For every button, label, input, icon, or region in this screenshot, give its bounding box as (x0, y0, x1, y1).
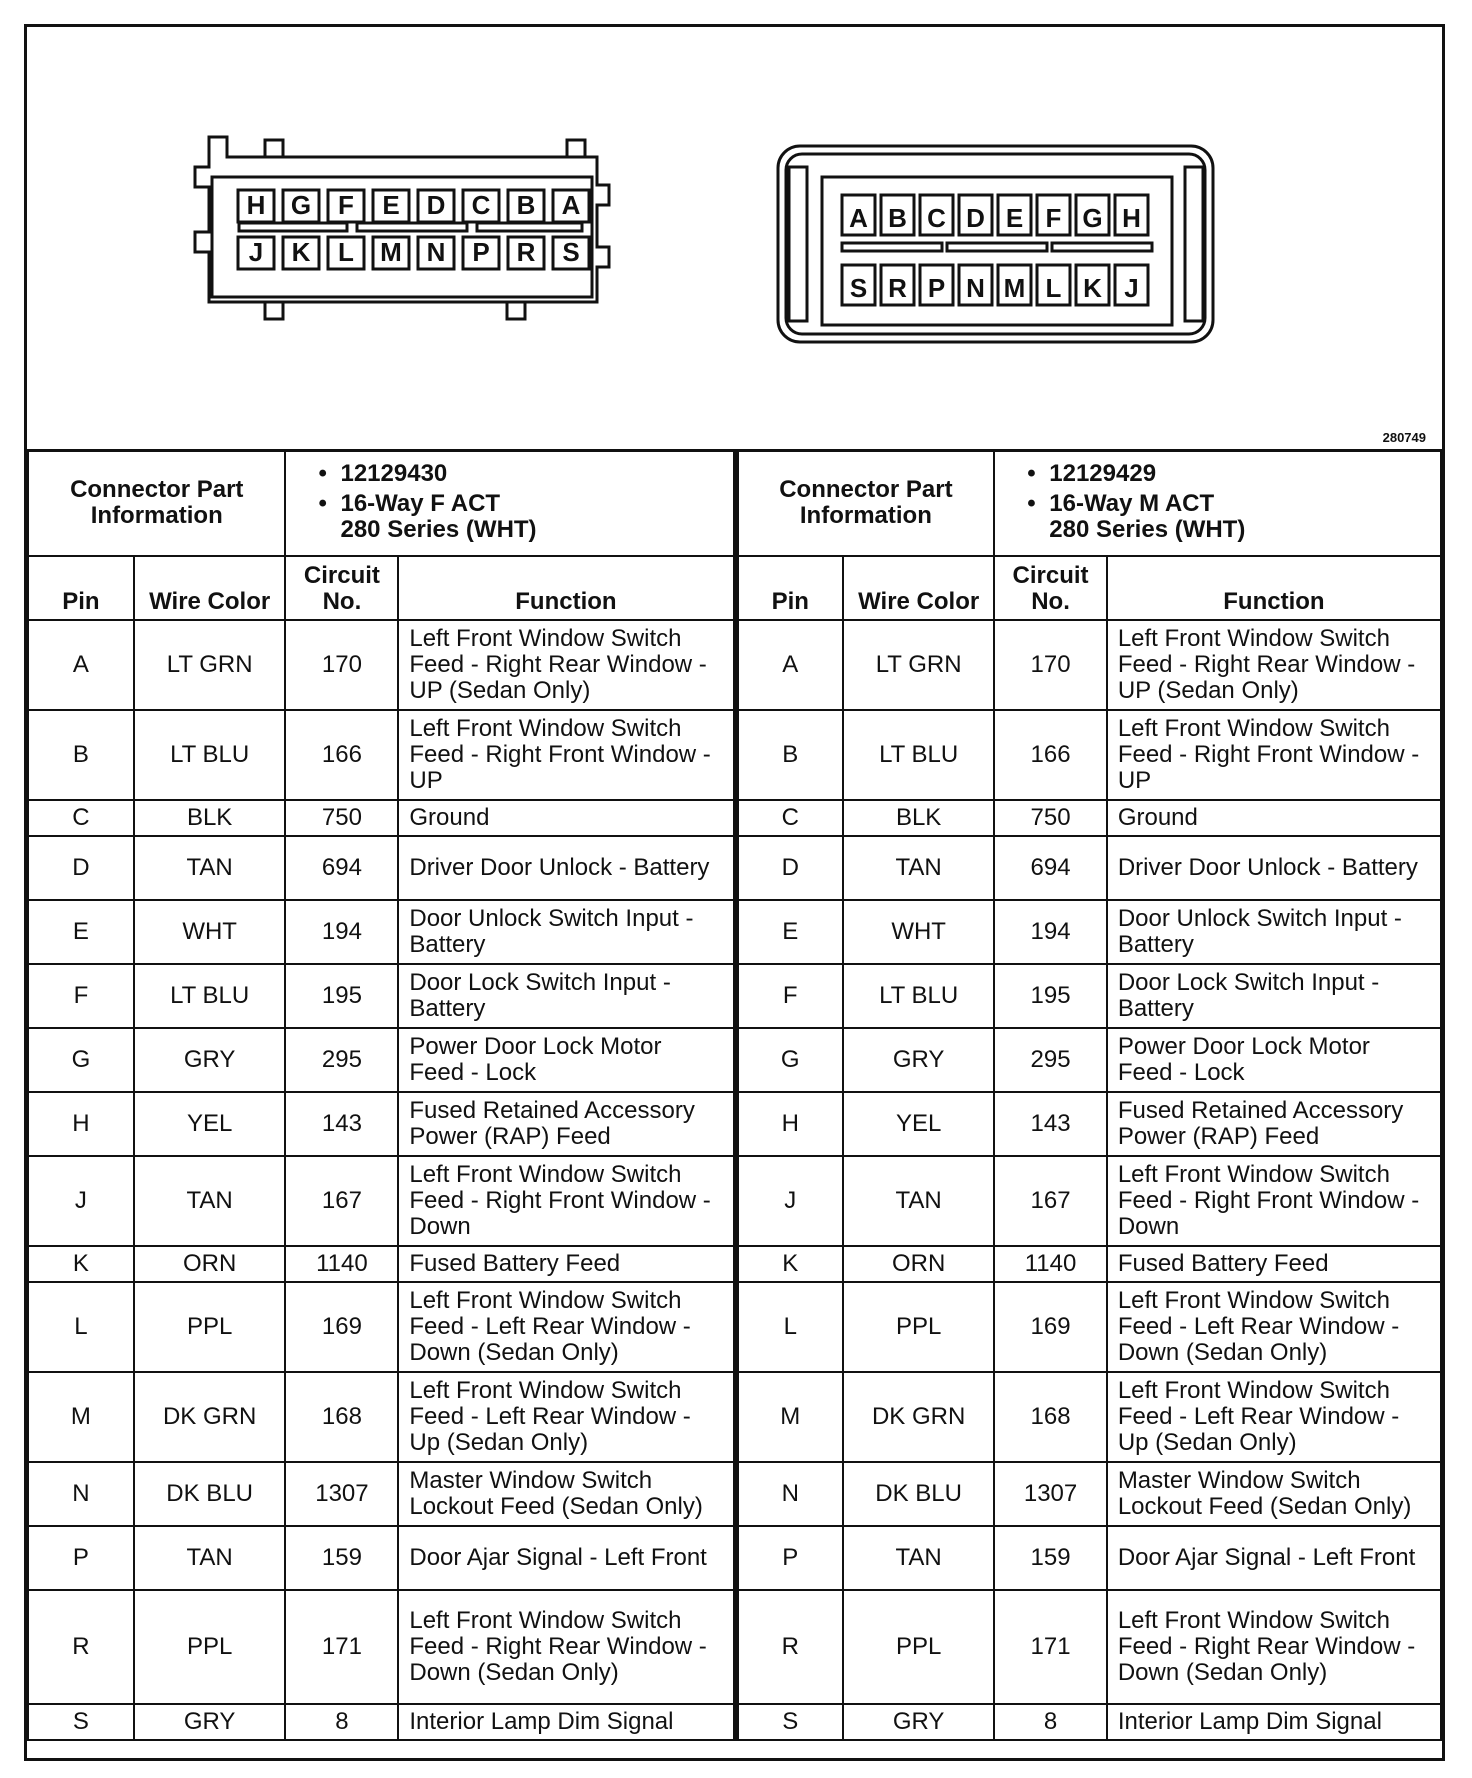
wire-color-cell: LT BLU (843, 710, 994, 800)
wire-color-cell: ORN (843, 1246, 994, 1282)
male-pin-label: E (1005, 203, 1024, 233)
female-pin-label: H (246, 190, 266, 220)
wire-color-cell: YEL (134, 1092, 286, 1156)
pin-cell: L (28, 1282, 134, 1372)
connector-diagram (27, 27, 1442, 447)
wire-color-cell: PPL (843, 1282, 994, 1372)
male-pin-label: P (927, 273, 946, 303)
function-cell: Master Window Switch Lockout Feed (Sedan Only) (398, 1462, 733, 1526)
wire-color-cell: LT BLU (134, 710, 286, 800)
function-cell: Driver Door Unlock - Battery (1107, 836, 1441, 900)
circuit-cell: 166 (994, 710, 1107, 800)
function-cell: Left Front Window Switch Feed - Left Rear Window - Down (Sedan Only) (1107, 1282, 1441, 1372)
function-cell: Left Front Window Switch Feed - Right Front Window - Down (398, 1156, 733, 1246)
female-connector-table (27, 449, 735, 1741)
circuit-cell: 195 (285, 964, 398, 1028)
table-row (28, 1246, 734, 1282)
latch-tab (507, 302, 525, 319)
wire-color-cell: TAN (843, 836, 994, 900)
function-cell: Door Unlock Switch Input - Battery (398, 900, 733, 964)
male-pin-label: M (1003, 273, 1026, 303)
male-pin-label: F (1045, 203, 1062, 233)
pin-header: Pin (738, 556, 844, 620)
key-rib (842, 243, 942, 251)
wire-color-cell: PPL (843, 1590, 994, 1704)
pin-cell: M (738, 1372, 844, 1462)
pin-cell: A (28, 620, 134, 710)
side-rail (1185, 167, 1203, 321)
pin-cell: L (738, 1282, 844, 1372)
pin-cell: S (28, 1704, 134, 1740)
function-cell: Left Front Window Switch Feed - Left Rear Window - Down (Sedan Only) (398, 1282, 733, 1372)
table-row (738, 620, 1442, 710)
table-row (28, 1704, 734, 1740)
pin-cell: S (738, 1704, 844, 1740)
table-row (738, 1156, 1442, 1246)
table-row (28, 710, 734, 800)
function-cell: Fused Retained Accessory Power (RAP) Feed (398, 1092, 733, 1156)
connector-sheet (24, 24, 1445, 1761)
pin-cell: C (28, 800, 134, 836)
pin-cell: C (738, 800, 844, 836)
table-row (28, 1028, 734, 1092)
pin-cell: H (28, 1092, 134, 1156)
male-connector-table (735, 449, 1443, 1741)
circuit-cell: 170 (994, 620, 1107, 710)
male-pin-label: J (1124, 273, 1139, 303)
function-header: Function (1107, 556, 1441, 620)
wire-color-cell: DK BLU (843, 1462, 994, 1526)
female-pin-label: S (562, 237, 580, 267)
circuit-header: Circuit No. (994, 556, 1107, 620)
pin-cell: B (738, 710, 844, 800)
circuit-cell: 143 (285, 1092, 398, 1156)
male-pin-label: H (1122, 203, 1141, 233)
wire-color-cell: BLK (843, 800, 994, 836)
pin-cell: J (738, 1156, 844, 1246)
circuit-cell: 166 (285, 710, 398, 800)
table-row (28, 900, 734, 964)
circuit-cell: 169 (994, 1282, 1107, 1372)
wire-color-cell: LT GRN (843, 620, 994, 710)
function-cell: Left Front Window Switch Feed - Right Front Window - UP (398, 710, 733, 800)
function-cell: Door Unlock Switch Input - Battery (1107, 900, 1441, 964)
wire-color-cell: ORN (134, 1246, 286, 1282)
table-row (738, 1028, 1442, 1092)
connector-figure (27, 27, 1442, 452)
circuit-cell: 167 (285, 1156, 398, 1246)
male-pin-label: K (1083, 273, 1102, 303)
circuit-cell: 1307 (285, 1462, 398, 1526)
wire-color-cell: TAN (134, 1156, 286, 1246)
part-info (994, 450, 1441, 556)
circuit-cell: 1140 (285, 1246, 398, 1282)
circuit-cell: 295 (994, 1028, 1107, 1092)
circuit-cell: 159 (994, 1526, 1107, 1590)
part-info-label: Connector Part Information (738, 450, 995, 556)
circuit-cell: 694 (994, 836, 1107, 900)
table-row (28, 1372, 734, 1462)
circuit-header: Circuit No. (285, 556, 398, 620)
circuit-cell: 167 (994, 1156, 1107, 1246)
pin-cell: M (28, 1372, 134, 1462)
connector-description: • 16-Way F ACT 280 Series (WHT) (318, 491, 722, 543)
pin-cell: G (28, 1028, 134, 1092)
pin-cell: K (28, 1246, 134, 1282)
wire-color-cell: PPL (134, 1590, 286, 1704)
wire-color-cell: TAN (843, 1156, 994, 1246)
wire-color-cell: BLK (134, 800, 286, 836)
female-pin-label: L (338, 237, 354, 267)
function-cell: Left Front Window Switch Feed - Right Rear Window - Down (Sedan Only) (1107, 1590, 1441, 1704)
pin-cell: B (28, 710, 134, 800)
pinout-tables (27, 449, 1442, 1741)
circuit-cell: 750 (285, 800, 398, 836)
wire-color-cell: DK GRN (134, 1372, 286, 1462)
function-cell: Fused Retained Accessory Power (RAP) Feed (1107, 1092, 1441, 1156)
function-cell: Fused Battery Feed (398, 1246, 733, 1282)
key-rib (239, 223, 347, 231)
table-row (28, 1282, 734, 1372)
left-pinout-table (27, 449, 735, 1741)
wire-color-cell: LT GRN (134, 620, 286, 710)
circuit-cell: 168 (994, 1372, 1107, 1462)
function-cell: Left Front Window Switch Feed - Left Rear Window - Up (Sedan Only) (1107, 1372, 1441, 1462)
male-pin-label: S (849, 273, 868, 303)
female-pin-label: A (561, 190, 581, 220)
table-row (738, 1246, 1442, 1282)
table-row (28, 1462, 734, 1526)
connector-description: • 16-Way M ACT 280 Series (WHT) (1027, 491, 1430, 543)
table-row (28, 1092, 734, 1156)
table-row (738, 900, 1442, 964)
pin-cell: G (738, 1028, 844, 1092)
table-row (738, 836, 1442, 900)
table-row (28, 1590, 734, 1704)
pin-header: Pin (28, 556, 134, 620)
function-cell: Left Front Window Switch Feed - Right Rear Window - UP (Sedan Only) (1107, 620, 1441, 710)
circuit-cell: 8 (285, 1704, 398, 1740)
wire-color-cell: LT BLU (843, 964, 994, 1028)
part-number: • 12129429 (1027, 461, 1430, 487)
female-pin-label: K (291, 237, 311, 267)
pin-cell: E (738, 900, 844, 964)
wire-color-header: Wire Color (843, 556, 994, 620)
key-rib (357, 223, 467, 231)
wire-color-cell: PPL (134, 1282, 286, 1372)
pin-cell: P (28, 1526, 134, 1590)
circuit-cell: 168 (285, 1372, 398, 1462)
circuit-cell: 171 (285, 1590, 398, 1704)
function-cell: Left Front Window Switch Feed - Left Rear Window - Up (Sedan Only) (398, 1372, 733, 1462)
pin-cell: D (28, 836, 134, 900)
table-row (738, 1282, 1442, 1372)
function-cell: Master Window Switch Lockout Feed (Sedan Only) (1107, 1462, 1441, 1526)
male-pin-label: D (966, 203, 985, 233)
table-row (738, 1526, 1442, 1590)
circuit-cell: 1307 (994, 1462, 1107, 1526)
table-row (28, 620, 734, 710)
function-cell: Interior Lamp Dim Signal (398, 1704, 733, 1740)
circuit-cell: 1140 (994, 1246, 1107, 1282)
table-row (28, 1156, 734, 1246)
latch-tab (265, 302, 283, 319)
female-pin-label: C (471, 190, 491, 220)
female-pin-label: B (516, 190, 536, 220)
table-row (738, 1092, 1442, 1156)
right-pinout-table (737, 449, 1443, 1741)
female-pin-label: R (516, 237, 536, 267)
key-rib (947, 243, 1047, 251)
pin-cell: F (738, 964, 844, 1028)
male-pin-label: A (849, 203, 868, 233)
table-row (738, 964, 1442, 1028)
wire-color-cell: DK GRN (843, 1372, 994, 1462)
latch-tab (567, 140, 585, 157)
pin-cell: N (738, 1462, 844, 1526)
female-pin-label: F (338, 190, 354, 220)
table-row (28, 964, 734, 1028)
pin-cell: K (738, 1246, 844, 1282)
table-row (28, 1526, 734, 1590)
function-cell: Door Lock Switch Input - Battery (398, 964, 733, 1028)
figure-id: 280749 (1382, 430, 1426, 445)
wire-color-cell: GRY (843, 1028, 994, 1092)
female-pin-label: E (382, 190, 400, 220)
pin-cell: A (738, 620, 844, 710)
wire-color-cell: WHT (134, 900, 286, 964)
circuit-cell: 159 (285, 1526, 398, 1590)
wire-color-cell: GRY (134, 1704, 286, 1740)
latch-tab (265, 140, 283, 157)
circuit-cell: 8 (994, 1704, 1107, 1740)
key-rib (477, 223, 582, 231)
table-row (28, 800, 734, 836)
function-cell: Power Door Lock Motor Feed - Lock (398, 1028, 733, 1092)
function-cell: Door Ajar Signal - Left Front (1107, 1526, 1441, 1590)
function-cell: Left Front Window Switch Feed - Right Front Window - Down (1107, 1156, 1441, 1246)
female-pin-label: G (290, 190, 312, 220)
circuit-cell: 194 (994, 900, 1107, 964)
pin-cell: N (28, 1462, 134, 1526)
function-header: Function (398, 556, 733, 620)
table-row (738, 800, 1442, 836)
male-pin-label: R (888, 273, 907, 303)
table-row (28, 836, 734, 900)
circuit-cell: 694 (285, 836, 398, 900)
female-pin-label: N (426, 237, 446, 267)
male-pin-label: C (927, 203, 946, 233)
table-row (738, 1372, 1442, 1462)
wire-color-cell: GRY (843, 1704, 994, 1740)
function-cell: Interior Lamp Dim Signal (1107, 1704, 1441, 1740)
part-number: • 12129430 (318, 461, 722, 487)
pin-cell: R (28, 1590, 134, 1704)
pin-cell: H (738, 1092, 844, 1156)
wire-color-cell: LT BLU (134, 964, 286, 1028)
key-rib (1052, 243, 1152, 251)
table-row (738, 1462, 1442, 1526)
function-cell: Driver Door Unlock - Battery (398, 836, 733, 900)
circuit-cell: 169 (285, 1282, 398, 1372)
wire-color-cell: GRY (134, 1028, 286, 1092)
function-cell: Ground (1107, 800, 1441, 836)
wire-color-cell: YEL (843, 1092, 994, 1156)
wire-color-cell: TAN (134, 1526, 286, 1590)
male-pin-label: G (1082, 203, 1103, 233)
part-info (285, 450, 733, 556)
wire-color-header: Wire Color (134, 556, 286, 620)
function-cell: Left Front Window Switch Feed - Right Rear Window - Down (Sedan Only) (398, 1590, 733, 1704)
pin-cell: E (28, 900, 134, 964)
pin-cell: P (738, 1526, 844, 1590)
function-cell: Door Ajar Signal - Left Front (398, 1526, 733, 1590)
wire-color-cell: WHT (843, 900, 994, 964)
function-cell: Fused Battery Feed (1107, 1246, 1441, 1282)
pin-cell: D (738, 836, 844, 900)
female-pin-label: D (426, 190, 446, 220)
function-cell: Ground (398, 800, 733, 836)
circuit-cell: 170 (285, 620, 398, 710)
male-pin-label: N (966, 273, 985, 303)
pin-cell: R (738, 1590, 844, 1704)
function-cell: Power Door Lock Motor Feed - Lock (1107, 1028, 1441, 1092)
circuit-cell: 195 (994, 964, 1107, 1028)
side-rail (789, 167, 807, 321)
female-pin-label: J (248, 237, 264, 267)
wire-color-cell: TAN (134, 836, 286, 900)
wire-color-cell: TAN (843, 1526, 994, 1590)
female-pin-label: M (380, 237, 402, 267)
pin-cell: J (28, 1156, 134, 1246)
part-info-label: Connector Part Information (28, 450, 285, 556)
circuit-cell: 143 (994, 1092, 1107, 1156)
table-row (738, 1590, 1442, 1704)
pin-cell: F (28, 964, 134, 1028)
circuit-cell: 194 (285, 900, 398, 964)
function-cell: Left Front Window Switch Feed - Right Front Window - UP (1107, 710, 1441, 800)
male-pin-label: L (1045, 273, 1062, 303)
wire-color-cell: DK BLU (134, 1462, 286, 1526)
male-pin-label: B (888, 203, 907, 233)
circuit-cell: 295 (285, 1028, 398, 1092)
function-cell: Left Front Window Switch Feed - Right Rear Window - UP (Sedan Only) (398, 620, 733, 710)
table-row (738, 710, 1442, 800)
function-cell: Door Lock Switch Input - Battery (1107, 964, 1441, 1028)
table-row (738, 1704, 1442, 1740)
circuit-cell: 171 (994, 1590, 1107, 1704)
female-pin-label: P (472, 237, 490, 267)
circuit-cell: 750 (994, 800, 1107, 836)
